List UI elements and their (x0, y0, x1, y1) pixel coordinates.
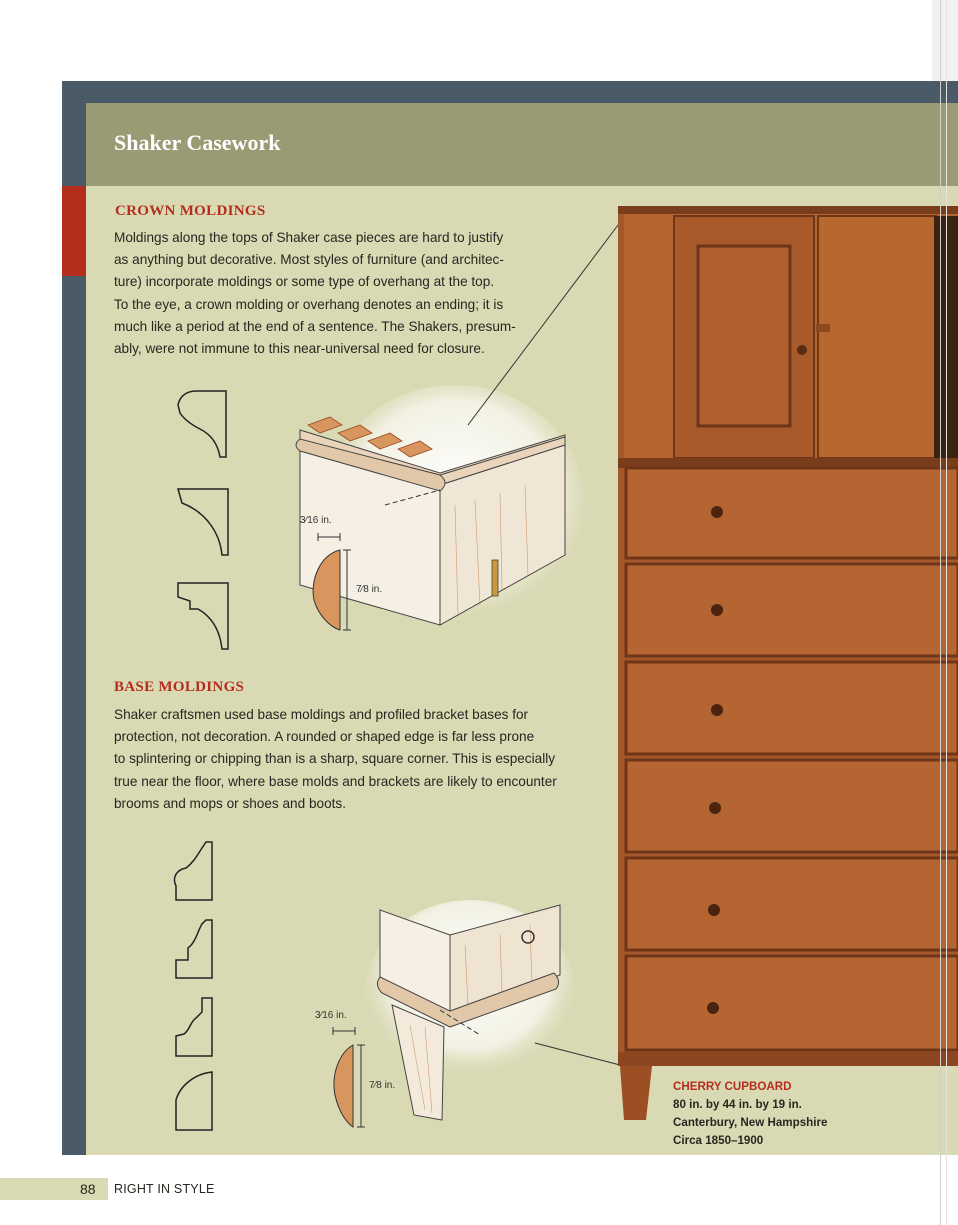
page-gutter (932, 0, 958, 1225)
page-title: Shaker Casework (114, 130, 281, 155)
text-line: brooms and mops or shoes and boots. (114, 795, 346, 811)
base-dim-top-label: 3⁄16 in. (315, 1010, 347, 1021)
text-line: as anything but decorative. Most styles of furniture (and architec- (114, 252, 504, 268)
base-profile-4 (176, 1072, 212, 1130)
section-marker (62, 186, 86, 276)
running-head: RIGHT IN STYLE (114, 1182, 215, 1196)
crown-profile-3 (178, 583, 228, 649)
crown-leader-line (460, 220, 630, 430)
base-profile-1 (174, 842, 212, 900)
base-dim-side-label: 7⁄8 in. (369, 1080, 396, 1091)
text-line: ture) incorporate moldings or some type of overhang at the top. (114, 274, 495, 290)
text-line: much like a period at the end of a sentence. The Shakers, presum- (114, 318, 516, 334)
text-line: Moldings along the tops of Shaker case pieces are hard to justify (114, 230, 504, 245)
photo-caption (673, 1078, 827, 1150)
caption-title: CHERRY CUPBOARD (673, 1080, 792, 1093)
crown-dim-side-label: 7⁄8 in. (356, 584, 383, 595)
base-profile-2 (176, 920, 212, 978)
crown-dimension-diagram (300, 505, 400, 640)
text-line: ably, were not immune to this near-universal need for closure. (114, 341, 485, 357)
caption-dimensions: 80 in. by 44 in. by 19 in. (673, 1098, 802, 1111)
base-profile-3 (176, 998, 212, 1056)
base-moldings-text (114, 704, 557, 815)
text-line: to splintering or chipping than is a sharp, square corner. This is especially (114, 751, 556, 767)
crown-moldings-text (114, 227, 516, 360)
base-dimension-diagram (315, 1005, 405, 1135)
crown-moldings-heading: CROWN MOLDINGS (115, 203, 266, 219)
text-line: true near the floor, where base molds and brackets are likely to encounter (114, 773, 557, 789)
caption-date: Circa 1850–1900 (673, 1134, 764, 1147)
page-number: 88 (80, 1181, 96, 1197)
caption-location: Canterbury, New Hampshire (673, 1116, 828, 1129)
text-line: protection, not decoration. A rounded or shaped edge is far less prone (114, 729, 535, 745)
crown-profile-2 (178, 489, 228, 555)
base-molding-profiles (168, 838, 228, 1138)
text-line: Shaker craftsmen used base moldings and profiled bracket bases for (114, 707, 529, 722)
cherry-cupboard-photo (612, 200, 958, 1130)
crown-dim-top-label: 3⁄16 in. (300, 515, 332, 526)
crown-molding-profiles (168, 385, 238, 655)
base-moldings-heading: BASE MOLDINGS (114, 679, 245, 695)
text-line: To the eye, a crown molding or overhang denotes an ending; it is (114, 296, 504, 312)
crown-profile-1 (178, 391, 226, 457)
